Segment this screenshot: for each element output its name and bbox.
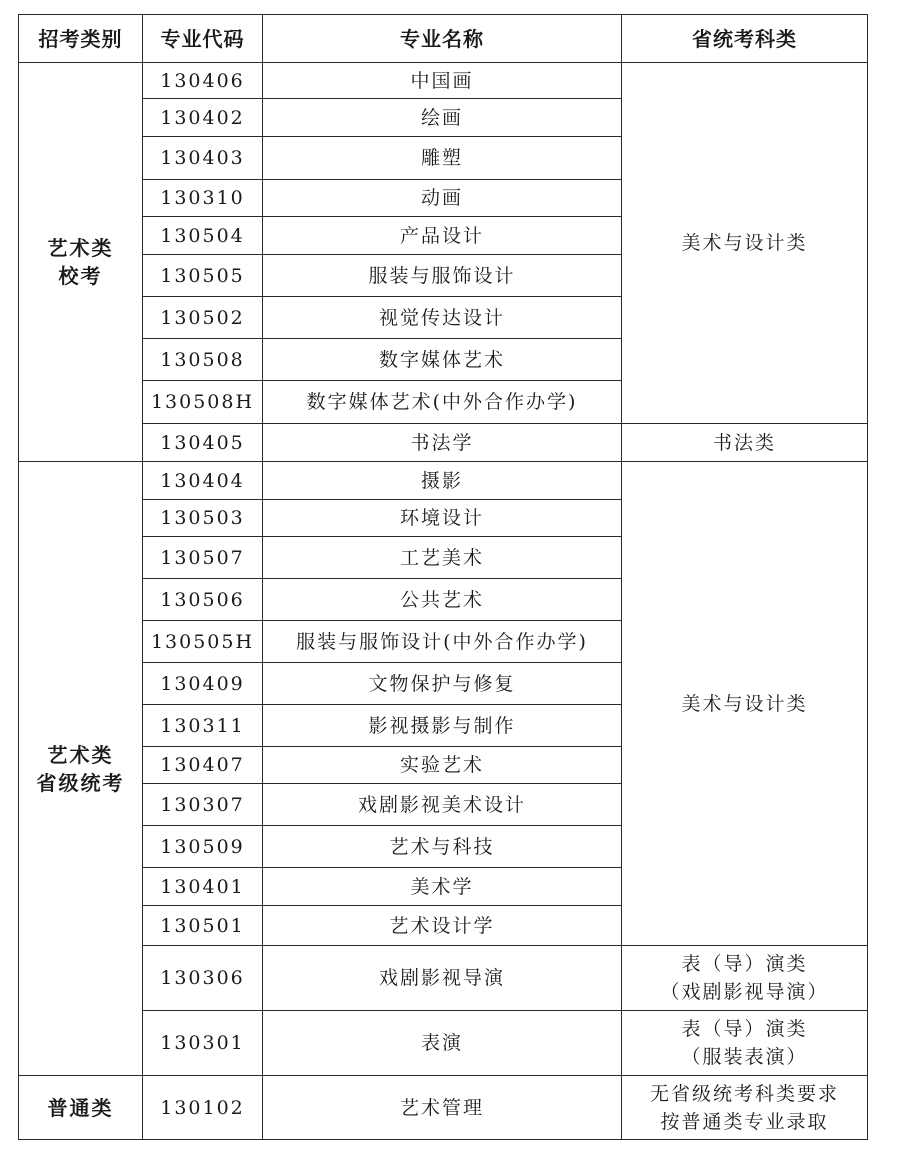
header-name: 专业名称 — [263, 15, 622, 63]
major-name: 服装与服饰设计 — [263, 255, 622, 297]
major-code: 130509 — [143, 826, 263, 868]
exam-category-line: （戏剧影视导演） — [660, 981, 829, 1003]
exam-category-line: 按普通类专业录取 — [660, 1110, 829, 1133]
major-name: 艺术与科技 — [263, 826, 622, 868]
major-name: 书法学 — [263, 424, 622, 462]
major-code: 130409 — [143, 663, 263, 705]
major-code: 130403 — [143, 137, 263, 180]
major-code: 130301 — [143, 1011, 263, 1076]
table-row — [19, 424, 868, 462]
major-name: 动画 — [263, 180, 622, 217]
major-name: 工艺美术 — [263, 537, 622, 579]
category-line: 校考 — [58, 264, 103, 288]
table-row — [19, 1076, 868, 1140]
table-row — [19, 946, 868, 1011]
exam-category-line: （服装表演） — [681, 1046, 808, 1068]
major-name: 戏剧影视美术设计 — [263, 784, 622, 826]
major-code: 130504 — [143, 217, 263, 255]
major-code: 130310 — [143, 180, 263, 217]
major-code: 130506 — [143, 579, 263, 621]
major-name: 雕塑 — [263, 137, 622, 180]
major-code: 130306 — [143, 946, 263, 1011]
exam-category-cell — [622, 946, 868, 1011]
table-row — [19, 1011, 868, 1076]
major-name: 视觉传达设计 — [263, 297, 622, 339]
major-name: 环境设计 — [263, 500, 622, 537]
major-code: 130501 — [143, 906, 263, 946]
exam-category-line: 书法类 — [712, 431, 776, 454]
exam-category-cell — [622, 462, 868, 946]
category-cell — [19, 462, 143, 1076]
exam-category-line: 表（导）演类 — [681, 953, 808, 975]
major-name: 中国画 — [263, 63, 622, 99]
major-code: 130402 — [143, 99, 263, 137]
category-line: 普通类 — [47, 1095, 114, 1120]
major-name: 实验艺术 — [263, 747, 622, 784]
major-code: 130405 — [143, 424, 263, 462]
major-name: 文物保护与修复 — [263, 663, 622, 705]
exam-category-line: 美术与设计类 — [681, 692, 808, 715]
major-name: 戏剧影视导演 — [263, 946, 622, 1011]
category-line: 艺术类 — [47, 742, 114, 767]
major-code: 130407 — [143, 747, 263, 784]
major-code: 130404 — [143, 462, 263, 500]
exam-category-cell — [622, 1076, 868, 1140]
exam-category-line: 无省级统考科类要求 — [649, 1082, 839, 1105]
header-row — [19, 15, 868, 63]
major-name: 数字媒体艺术 — [263, 339, 622, 381]
category-cell — [19, 1076, 143, 1140]
major-code: 130401 — [143, 868, 263, 906]
major-code: 130502 — [143, 297, 263, 339]
table-row — [19, 462, 868, 500]
exam-category-cell — [622, 63, 868, 424]
major-code: 130508H — [143, 381, 263, 424]
table-row — [19, 63, 868, 99]
header-exam: 省统考科类 — [622, 15, 868, 63]
major-name: 艺术设计学 — [263, 906, 622, 946]
major-name: 数字媒体艺术(中外合作办学) — [263, 381, 622, 424]
major-code: 130102 — [143, 1076, 263, 1140]
major-code: 130507 — [143, 537, 263, 579]
header-category: 招考类别 — [19, 15, 143, 63]
major-code: 130503 — [143, 500, 263, 537]
major-name: 美术学 — [263, 868, 622, 906]
major-name: 服装与服饰设计(中外合作办学) — [263, 621, 622, 663]
exam-category-cell — [622, 1011, 868, 1076]
major-code: 130505H — [143, 621, 263, 663]
category-line: 艺术类 — [47, 236, 114, 260]
major-code: 130508 — [143, 339, 263, 381]
major-name: 艺术管理 — [263, 1076, 622, 1140]
exam-category-line: 美术与设计类 — [681, 232, 808, 254]
major-name: 绘画 — [263, 99, 622, 137]
major-name: 摄影 — [263, 462, 622, 500]
major-name: 影视摄影与制作 — [263, 705, 622, 747]
major-name: 产品设计 — [263, 217, 622, 255]
exam-category-cell — [622, 424, 868, 462]
category-line: 省级统考 — [36, 770, 125, 795]
major-name: 公共艺术 — [263, 579, 622, 621]
major-code: 130311 — [143, 705, 263, 747]
major-code: 130406 — [143, 63, 263, 99]
category-cell — [19, 63, 143, 462]
exam-category-line: 表（导）演类 — [681, 1018, 808, 1040]
header-code: 专业代码 — [143, 15, 263, 63]
majors-table — [18, 14, 868, 1140]
major-name: 表演 — [263, 1011, 622, 1076]
major-code: 130307 — [143, 784, 263, 826]
major-code: 130505 — [143, 255, 263, 297]
